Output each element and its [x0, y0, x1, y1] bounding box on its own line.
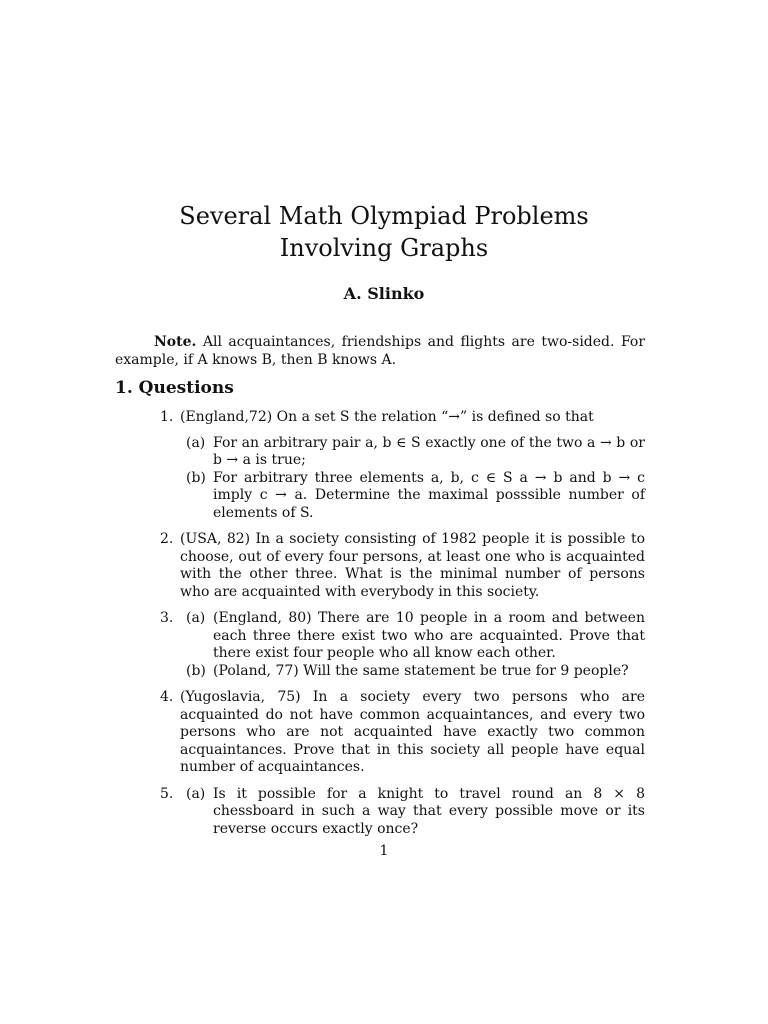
question-number: 4.	[160, 689, 174, 705]
question-number: 3.	[160, 610, 174, 626]
section-heading: 1. Questions	[115, 378, 234, 398]
question-list	[115, 409, 645, 847]
subquestion-3a	[180, 610, 645, 663]
question-1	[115, 409, 645, 522]
subquestion-3b	[180, 663, 645, 681]
subquestion-label: (b)	[186, 662, 206, 679]
title-line-2: Involving Graphs	[279, 234, 489, 262]
subquestion-label: (b)	[186, 469, 206, 486]
question-5	[115, 786, 645, 839]
subquestion-5a	[180, 786, 645, 839]
note-text: All acquaintances, friendships and flights are two-sided. For example, if A knows B, then B knows A.	[115, 334, 646, 368]
subquestion-text: (England, 80) There are 10 people in a room and between each three there exist two who are acquainted. Prove that there exist four people who all know each other.	[213, 610, 645, 661]
question-number: 5.	[160, 785, 174, 802]
subquestion-text: For arbitrary three elements a, b, c ∈ S a → b and b → c imply c → a. Determine the maximal posssible number of elements of S.	[213, 469, 645, 521]
author-name: A. Slinko	[343, 284, 425, 303]
subquestion-text: For an arbitrary pair a, b ∈ S exactly one of the two a → b or b → a is true;	[213, 434, 645, 468]
question-text: (Yugoslavia, 75) In a society every two persons who are acquainted do not have common acquaintances, and every two persons who are not acquainted have exactly two common acquaintances. Prove that in this society all people have equal number of acquaintances.	[180, 689, 645, 775]
question-number: 2.	[160, 531, 174, 547]
paper-title	[0, 200, 768, 264]
question-2	[115, 531, 645, 601]
subquestion-text: (Poland, 77) Will the same statement be true for 9 people?	[213, 662, 629, 679]
subquestion-label: (a)	[186, 610, 206, 626]
note-paragraph	[115, 333, 645, 369]
question-3	[115, 610, 645, 680]
question-text: (USA, 82) In a society consisting of 1982 people it is possible to choose, out of every four persons, at least one who is acquainted with the other three. What is the minimal number of persons who are acquainted with everybody in this society.	[180, 531, 645, 600]
subquestion-text: Is it possible for a knight to travel round an 8 × 8 chessboard in such a way that every possible move or its reverse occurs exactly once?	[213, 785, 645, 837]
page-number: 1	[379, 843, 389, 859]
question-4	[115, 689, 645, 777]
subquestion-1a	[180, 435, 645, 470]
note-label: Note.	[153, 334, 197, 350]
question-text: (England,72) On a set S the relation “→” is defined so that	[180, 409, 594, 425]
title-line-1: Several Math Olympiad Problems	[179, 202, 589, 230]
subquestion-1b	[180, 470, 645, 523]
question-number: 1.	[160, 409, 174, 425]
subquestion-label: (a)	[186, 434, 206, 451]
subquestion-label: (a)	[186, 785, 206, 802]
